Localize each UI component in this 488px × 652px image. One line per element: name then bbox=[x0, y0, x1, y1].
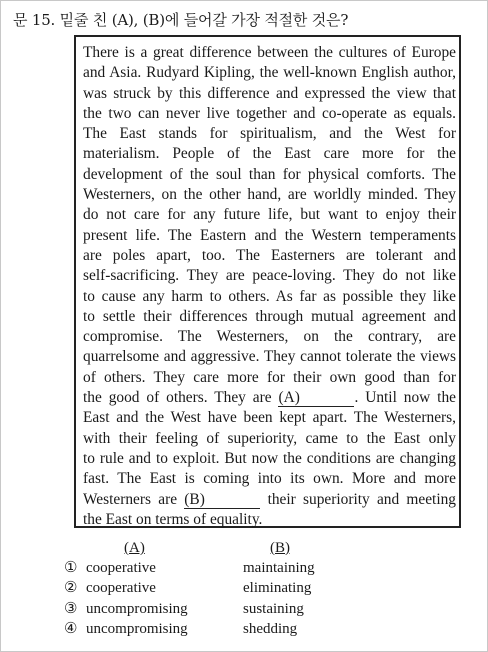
passage-line: self-sacrificing. They are peace-loving. They do not like bbox=[83, 267, 456, 285]
option-a-value: uncompromising bbox=[86, 621, 188, 638]
column-header-a: (A) bbox=[124, 540, 145, 556]
passage-line: compromise. The Westerners, on the contrary, are bbox=[83, 328, 456, 346]
passage-line: to cause any harm to others. As far as possible they like bbox=[83, 287, 456, 305]
passage-line: present life. The Eastern and the Western temperaments bbox=[83, 226, 456, 244]
passage-line: to rule and to exploit. But now the conditions are changing bbox=[83, 449, 456, 467]
option-number: ③ bbox=[64, 600, 78, 617]
passage-line-blank-a bbox=[83, 388, 456, 408]
passage-line: to settle their differences through mutual agreement and bbox=[83, 307, 456, 325]
option-b-value: shedding bbox=[243, 621, 298, 638]
option-a-value: cooperative bbox=[86, 560, 156, 576]
blank-b-after: their superiority and meeting bbox=[267, 490, 456, 508]
passage-line: fast. The East is coming into its own. More and more bbox=[83, 470, 456, 488]
passage-line: are poles apart, too. The Easterners are tolerant and bbox=[83, 246, 456, 264]
column-header-b: (B) bbox=[270, 540, 290, 556]
passage-line: Westerners, on the other hand, are worldly minded. They bbox=[83, 186, 456, 204]
passage-line: There is a great difference between the cultures of Europe bbox=[83, 44, 456, 61]
question-title: 문 15. 밑줄 친 (A), (B)에 들어갈 가장 적절한 것은? bbox=[13, 11, 349, 29]
option-number: ① bbox=[64, 560, 78, 576]
passage-line-blank-b bbox=[83, 490, 456, 510]
option-b-value: maintaining bbox=[243, 560, 315, 576]
blank-b-before: Westerners are bbox=[83, 490, 178, 508]
passage-line: East and the West have been kept apart. The Westerners, bbox=[83, 409, 456, 427]
blank-a-before: the good of others. They are bbox=[83, 389, 272, 407]
passage-line: quarrelsome and aggressive. They cannot tolerate the views bbox=[83, 348, 456, 366]
option-b-value: sustaining bbox=[243, 600, 304, 617]
passage-line: of others. They care more for their own good than for bbox=[83, 368, 456, 386]
blank-a: (A) bbox=[278, 390, 354, 407]
option-a-value: cooperative bbox=[86, 580, 156, 597]
passage-line: with their feeling of superiority, came to the East only bbox=[83, 429, 456, 447]
passage-line: the two can never live together and co-operate as equals. bbox=[83, 104, 456, 122]
option-number: ④ bbox=[64, 621, 78, 638]
blank-a-after: . Until now the bbox=[354, 389, 456, 407]
passage-line: the East on terms of equality. bbox=[83, 510, 263, 528]
option-number: ② bbox=[64, 580, 78, 597]
passage-line: The East stands for spiritualism, and the West for bbox=[83, 125, 456, 143]
option-a-value: uncompromising bbox=[86, 600, 188, 617]
blank-b: (B) bbox=[184, 492, 260, 509]
passage-line: do not care for any future life, but want to enjoy their bbox=[83, 206, 456, 224]
passage-box bbox=[74, 35, 461, 528]
option-b-value: eliminating bbox=[243, 580, 312, 597]
passage-line: materialism. People of the East care more for the bbox=[83, 145, 456, 163]
passage-line: was struck by this difference and expressed the view that bbox=[83, 84, 456, 102]
passage-line: and Asia. Rudyard Kipling, the well-known English author, bbox=[83, 64, 456, 82]
passage-line: development of the soul than for physical comforts. The bbox=[83, 165, 456, 183]
